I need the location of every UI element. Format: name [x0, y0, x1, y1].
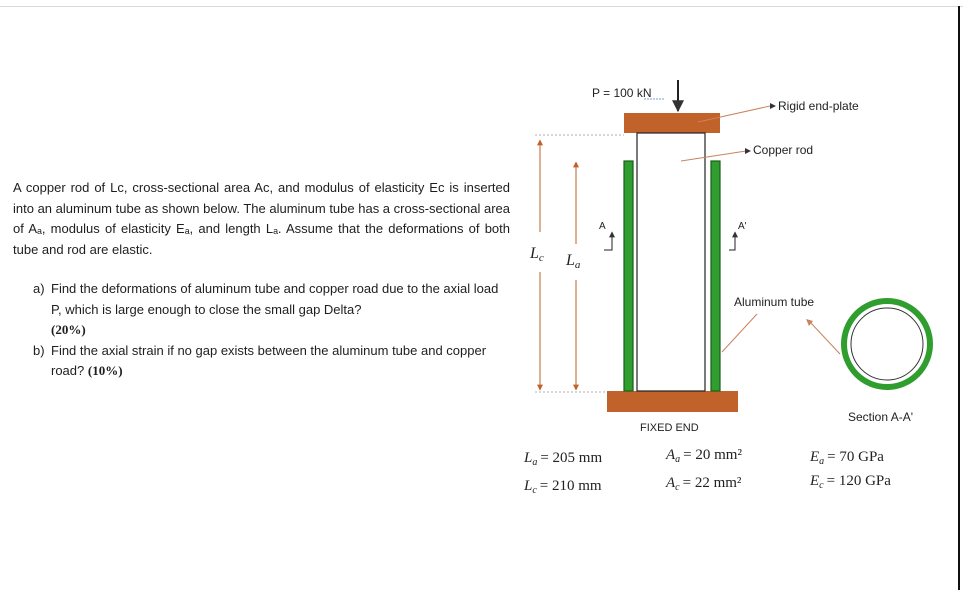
rigid-end-plate-label: Rigid end-plate — [778, 99, 859, 113]
leader-copper-rod-arrow-icon — [745, 148, 751, 154]
fixed-end-label: FIXED END — [640, 422, 699, 434]
given-aa: $A_a = 20$ mm² — [666, 447, 742, 465]
rigid-end-plate — [624, 113, 720, 133]
part-b-letter: b) — [33, 342, 45, 358]
part-a-text: Find the deformations of aluminum tube and copper road due to the axial load P, which is large enough to close the small gap Delta? — [51, 281, 499, 317]
part-a-points: (20%) — [51, 322, 86, 337]
load-label: P = 100 kN — [592, 86, 652, 100]
given-lc: $L_c = 210$ mm — [524, 478, 602, 496]
copper-rod — [637, 133, 705, 391]
la-label: La — [566, 252, 581, 271]
given-ac: $A_c = 22$ mm² — [666, 475, 742, 493]
section-copper-circle — [851, 308, 923, 380]
part-a-letter: a) — [33, 281, 45, 296]
section-label: Section A-A' — [848, 410, 913, 424]
problem-intro: A copper rod of Lᴄ, cross-sectional area Aᴄ, and modulus of elasticity Eᴄ is inserted into an aluminum tube as shown below. The aluminum tube has a cross-sectional area of Aₐ, modulus of elasticity Eₐ, and length Lₐ. Assume that the deformations of both tube and rod are elastic. — [13, 180, 510, 257]
cut-arrow-a-prime-icon — [729, 232, 735, 250]
fixed-end-plate — [607, 391, 738, 412]
cut-label-a-prime: A' — [738, 221, 747, 232]
given-ec: $E_c = 120$ GPa — [810, 473, 891, 491]
leader-section-arrow-icon — [806, 319, 813, 326]
aluminum-tube-left-wall — [624, 161, 633, 391]
given-la: $L_a = 205$ mm — [524, 450, 603, 468]
part-b-points: (10%) — [87, 363, 123, 378]
leader-rigid-plate-arrow-icon — [770, 103, 776, 109]
given-ea: $E_a = 70$ GPa — [810, 449, 884, 467]
cut-label-a: A — [599, 221, 606, 232]
leader-section — [810, 322, 840, 354]
given-values — [523, 447, 891, 496]
cut-arrow-a-icon — [604, 232, 612, 250]
aluminum-tube-right-wall — [711, 161, 720, 391]
lc-label: Lc — [530, 245, 544, 264]
leader-aluminum-tube — [722, 314, 757, 352]
part-b-text: Find the axial strain if no gap exists between the aluminum tube and copper road? — [51, 342, 487, 378]
copper-rod-label: Copper rod — [753, 143, 814, 157]
aluminum-tube-label: Aluminum tube — [734, 295, 815, 309]
